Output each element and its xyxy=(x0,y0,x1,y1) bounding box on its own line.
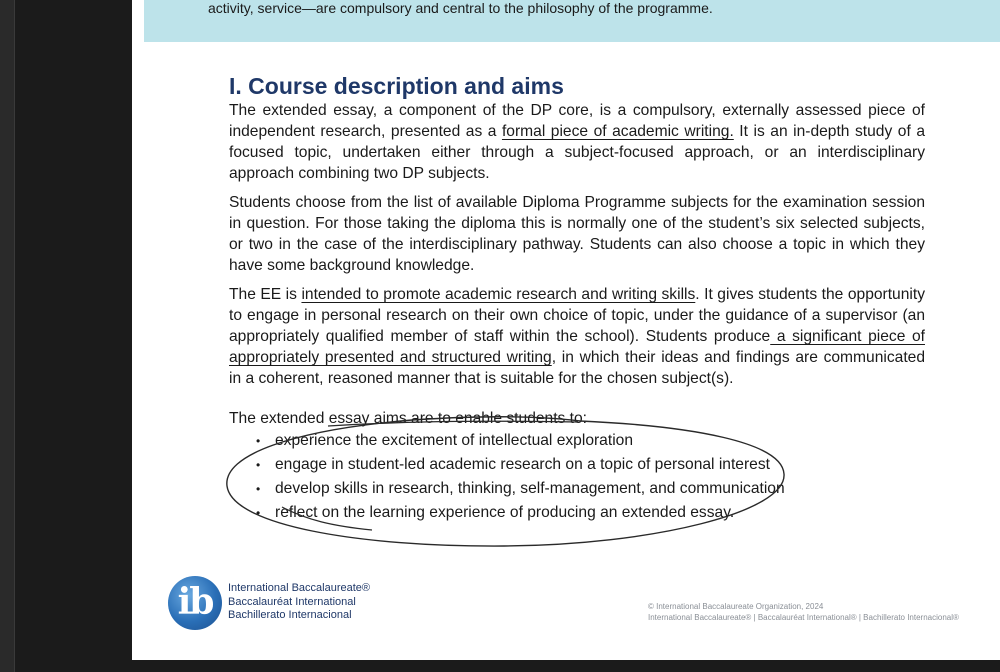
aim-item: • experience the excitement of intellectual exploration xyxy=(256,429,785,453)
page-banner xyxy=(144,0,1000,42)
organization-name xyxy=(228,582,370,623)
ib-logo-letters: ib xyxy=(177,581,213,623)
underlined-phrase: a significant piece of appropriately presented and structured writing xyxy=(229,328,925,366)
paragraph-3-text: The EE is xyxy=(229,286,302,303)
copyright-line: International Baccalaureate® | Baccalauréat International® | Bachillerato Internacional® xyxy=(648,613,959,622)
aim-item: • develop skills in research, thinking, self-management, and communication xyxy=(256,477,785,501)
aim-item: • reflect on the learning experience of producing an extended essay. xyxy=(256,501,785,525)
paragraph-3 xyxy=(229,284,925,389)
paragraph-1-text: It is an in-depth study of a focused topic, undertaken either through a subject-focused approach, or an interdisciplinary approach combining two DP subjects. xyxy=(229,123,925,182)
paragraph-1-text: The extended essay, a component of the DP core, is a compulsory, externally assessed piece of independent research, presented as a xyxy=(229,102,925,140)
paragraph-3-text: . It gives students the opportunity to engage in personal research on their own choice of topic, under the guidance of a supervisor (an appropriately qualified member of staff within the school). Students produce xyxy=(229,286,925,345)
underlined-phrase: intended to promote academic research and writing skills xyxy=(301,286,696,303)
copyright-line: © International Baccalaureate Organization, 2024 xyxy=(648,602,824,611)
aim-item: • engage in student-led academic research on a topic of personal interest xyxy=(256,453,785,477)
org-line: Bachillerato Internacional xyxy=(228,609,352,621)
document-page xyxy=(132,0,1000,660)
aims-intro: The extended essay aims are to enable students to: xyxy=(229,410,588,427)
paragraph-3-text: , in which their ideas and findings are communicated in a coherent, reasoned manner that is suitable for the chosen subject(s). xyxy=(229,349,925,387)
viewer-left-panel xyxy=(0,0,15,672)
paragraph-2: Students choose from the list of available Diploma Programme subjects for the examination session in question. For those taking the diploma this is normally one of the student’s six selected subjects, or two in the case of the interdisciplinary pathway. Students can also choose a topic in which they have some background knowledge. xyxy=(229,194,925,274)
ib-logo xyxy=(168,576,222,630)
paragraph-1 xyxy=(229,100,925,184)
org-line: International Baccalaureate® xyxy=(228,582,371,594)
banner-text: activity, service—are compulsory and central to the philosophy of the programme. xyxy=(208,0,713,16)
section-title: I. Course description and aims xyxy=(229,73,564,99)
org-line: Baccalauréat International xyxy=(228,595,356,608)
aims-list xyxy=(256,429,785,525)
underlined-phrase: formal piece of academic writing. xyxy=(501,123,734,140)
copyright-notice xyxy=(648,601,959,623)
